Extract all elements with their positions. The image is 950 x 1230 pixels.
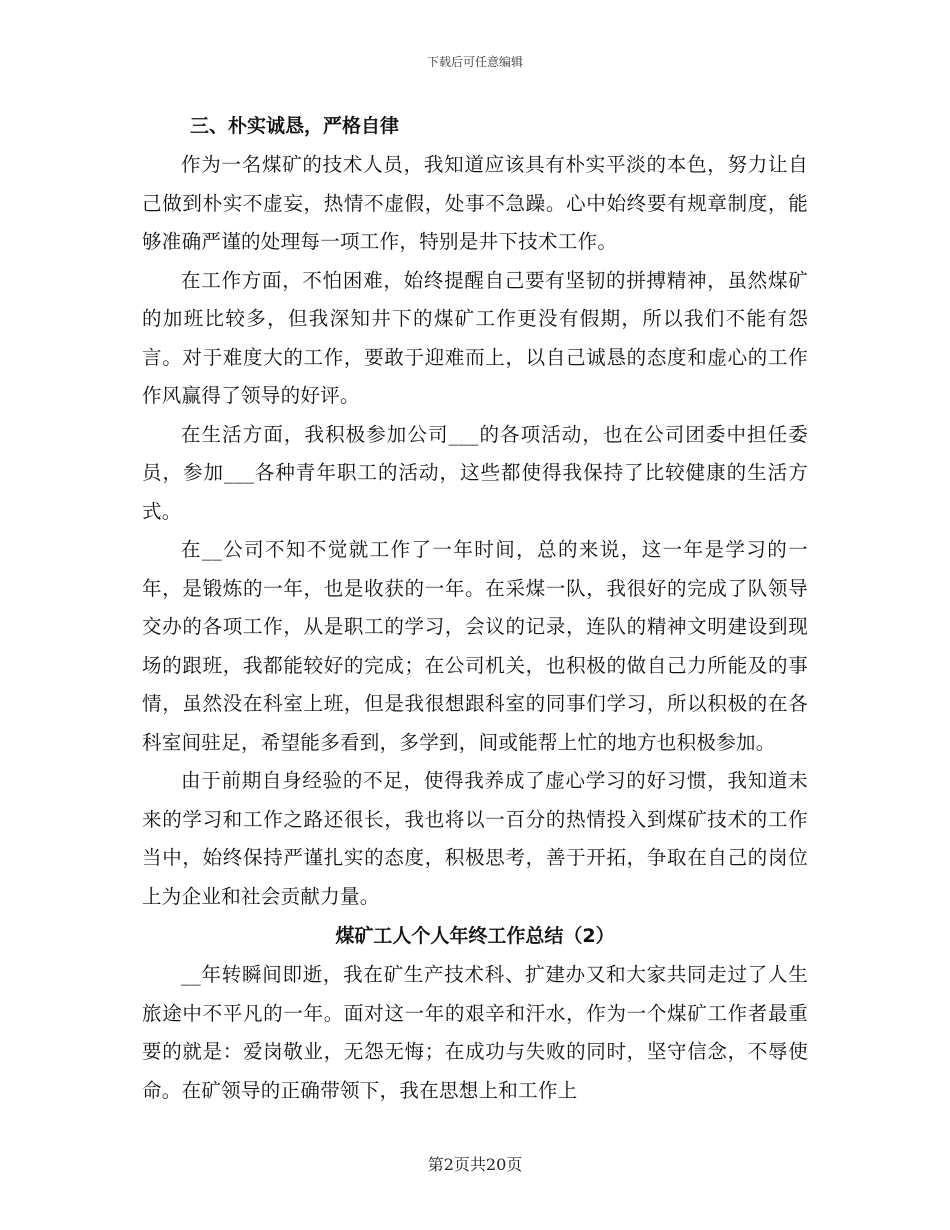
paragraph: __年转瞬间即逝，我在矿生产技术科、扩建办又和大家共同走过了人生旅途中不平凡的一年。面对这一年的艰辛和汗水，作为一个煤矿工作者最重要的就是：爱岗敬业，无怨无悔；在成功与失败的同时，坚守信念，不辱使命。在矿领导的正确带领下，我在思想上和工作上 xyxy=(142,963,808,1102)
section-title: 三、朴实诚恳，严格自律 xyxy=(190,115,400,137)
paragraph: 作为一名煤矿的技术人员，我知道应该具有朴实平淡的本色，努力让自己做到朴实不虚妄，热情不虚假，处事不急躁。心中始终要有规章制度，能够准确严谨的处理每一项工作，特别是井下技术工作。 xyxy=(142,153,808,253)
paragraph: 在工作方面，不怕困难，始终提醒自己要有坚韧的拼搏精神，虽然煤矿的加班比较多，但我深知井下的煤矿工作更没有假期，所以我们不能有怨言。对于难度大的工作，要敢于迎难而上，以自己诚恳的态度和虚心的工作作风赢得了领导的好评。 xyxy=(142,268,808,407)
paragraph: 由于前期自身经验的不足，使得我养成了虚心学习的好习惯，我知道未来的学习和工作之路还很长，我也将以一百分的热情投入到煤矿技术的工作当中，始终保持严谨扎实的态度，积极思考，善于开拓，争取在自己的岗位上为企业和社会贡献力量。 xyxy=(142,769,808,908)
header-note: 下载后可任意编辑 xyxy=(426,55,523,69)
paragraph: 在__公司不知不觉就工作了一年时间，总的来说，这一年是学习的一年，是锻炼的一年，也是收获的一年。在采煤一队，我很好的完成了队领导交办的各项工作，从是职工的学习，会议的记录，连队的精神文明建设到现场的跟班，我都能较好的完成；在公司机关，也积极的做自己力所能及的事情，虽然没在科室上班，但是我很想跟科室的同事们学习，所以积极的在各科室间驻足，希望能多看到，多学到，间或能帮上忙的地方也积极参加。 xyxy=(142,538,808,754)
document-body xyxy=(142,106,808,1110)
page-number: 第2页共20页 xyxy=(427,1155,523,1174)
paragraph: 在生活方面，我积极参加公司___的各项活动，也在公司团委中担任委员，参加___各种青年职工的活动，这些都使得我保持了比较健康的生活方式。 xyxy=(142,422,808,523)
article-title: 煤矿工人个人年终工作总结（2） xyxy=(335,925,615,947)
